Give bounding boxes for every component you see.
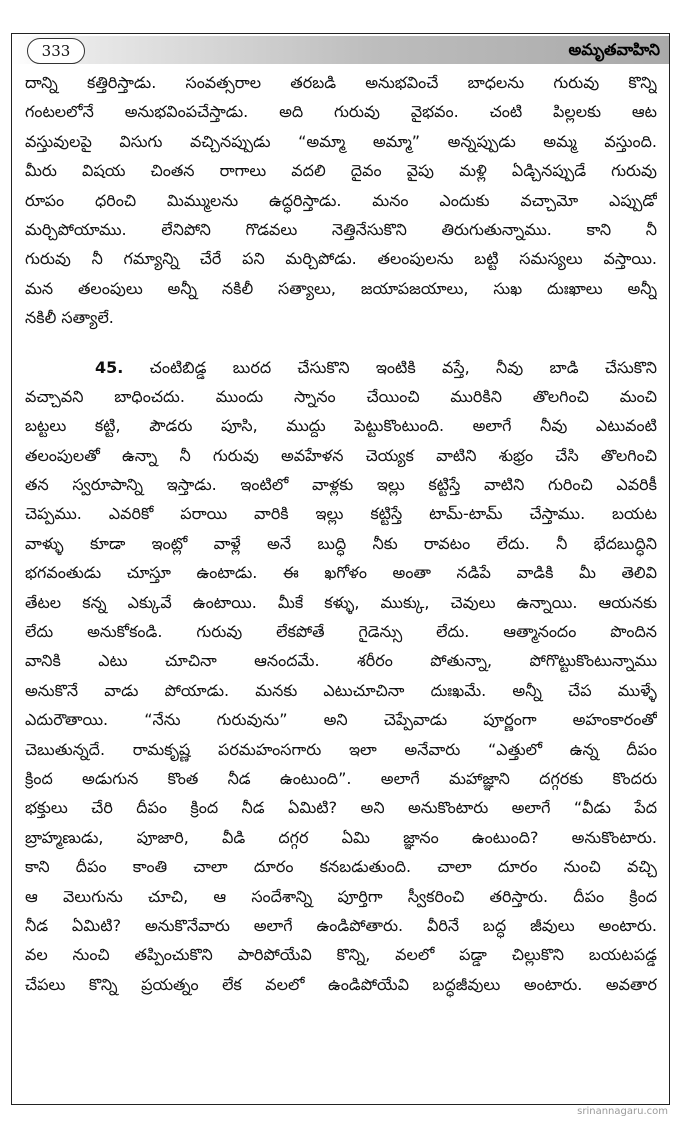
text-line: నీడ ఏమిటి? అనుకొనేవారు అలాగే ఉండిపోతారు. వీరినే బద్ధ జీవులు అంటారు. <box>25 915 657 935</box>
text-line: చెబుతున్నదే. రామకృష్ణ పరమహంసగారు ఇలా అనేవారు “ఎత్తులో ఉన్న దీపం <box>25 739 657 759</box>
paragraph-gap <box>25 333 657 353</box>
text-line: కాని దీపం కాంతి చాలా దూరం కనబడుతుంది. చాలా దూరం నుంచి వచ్చి <box>25 857 657 877</box>
text-line: రూపం ధరించి మిమ్ములను ఉద్ధరిస్తాడు. మనం ఎందుకు వచ్చామో ఎప్పుడో <box>25 190 657 210</box>
paragraph-2 <box>25 353 657 1000</box>
text-line: వానికి ఎటు చూచినా ఆనందమే. శరీరం పోతున్నా, పోగొట్టుకొంటున్నాము <box>25 651 657 671</box>
text-line: బట్టలు కట్టి, పౌడరు పూసి, ముద్దు పెట్టుకొంటుంది. అలాగే నీవు ఎటువంటి <box>25 416 657 436</box>
text-line: భక్తులు చేరి దీపం క్రింద నీడ ఏమిటి? అని అనుకొంటారు అలాగే “వీడు పేద <box>25 798 657 818</box>
text-line: గురువు నీ గమ్యాన్ని చేరే పని మర్చిపోడు. తలంపులను బట్టి సమస్యలు వస్తాయి. <box>25 249 657 269</box>
body-text <box>25 68 657 999</box>
text-line: క్రింద అడుగున కొంత నీడ ఉంటుంది”. అలాగే మహాజ్ఞాని దగ్గరకు కొందరు <box>25 768 657 788</box>
text-line: చెప్పము. ఎవరికో పరాయి వారికి ఇల్లు కట్టిస్తే టామ్-టామ్ చేస్తాము. బయట <box>25 504 657 524</box>
text-line: వచ్చావని బాధించదు. ముందు స్నానం చేయించి మురికిని తొలగించి మంచి <box>25 386 657 406</box>
text-line: వల నుంచి తప్పించుకొని పారిపోయేవి కొన్ని, వలలో పడ్డా చిల్లుకొని బయటపడ్డ <box>25 945 657 965</box>
text-line: వస్తువులపై విసుగు వచ్చినప్పుడు “అమ్మా అమ్మా” అన్నప్పుడు అమ్మ వస్తుంది. <box>25 131 657 151</box>
text-line: మీరు విషయ చింతన రాగాలు వదలి దైవం వైపు మళ్లి ఏడ్చినప్పుడే గురువు <box>25 161 657 181</box>
paragraph-first-line <box>25 353 657 382</box>
text-line: మర్చిపోయాము. లేనిపోని గొడవలు నెత్తినేసుకొని తిరుగుతున్నాము. కాని నీ <box>25 219 657 239</box>
text-line: అనుకొనే వాడు పోయాడు. మనకు ఎటుచూచినా దుఃఖమే. అన్నీ చేప ముళ్ళే <box>25 680 657 700</box>
text-line: చంటిబిడ్డ బురద చేసుకొని ఇంటికి వస్తే, నీవు బాడి చేసుకొని <box>149 357 657 377</box>
text-line: ఎదురౌతాయి. “నేను గురువును” అని చెప్పేవాడు పూర్ణంగా అహంకారంతో <box>25 710 657 730</box>
text-line: మన తలంపులు అన్నీ నకిలీ సత్యాలు, జయాపజయాలు, సుఖ దుఃఖాలు అన్నీ <box>25 278 657 298</box>
text-line: గంటలలోనే అనుభవింపచేస్తాడు. అది గురువు వైభవం. చంటి పిల్లలకు ఆట <box>25 102 657 122</box>
text-line: తలంపులతో ఉన్నా నీ గురువు అవహేళన చెయ్యక వాటిని శుభ్రం చేసి తొలగించి <box>25 445 657 465</box>
text-line: వాళ్ళు కూడా ఇంట్లో వాళ్లే అనే బుద్ధి నీకు రావటం లేదు. నీ భేదబుద్ధిని <box>25 533 657 553</box>
text-line: లేదు అనుకోకండి. గురువు లేకపోతే గైడెన్సు లేదు. ఆత్మానందం పొందిన <box>25 622 657 642</box>
site-watermark: srinannagaru.com <box>577 1106 668 1117</box>
page-number: 333 <box>27 38 85 64</box>
paragraph-number: 45. <box>95 357 124 377</box>
book-title: అమృతవాహిని <box>568 39 660 59</box>
text-line: నకిలీ సత్యాలే. <box>25 308 114 328</box>
text-line: తేటల కన్న ఎక్కువే ఉంటాయి. మీకే కళ్ళు, ముక్కు, చెవులు ఉన్నాయి. ఆయనకు <box>25 592 657 612</box>
paragraph-1 <box>25 68 657 333</box>
text-line: తన స్వరూపాన్ని ఇస్తాడు. ఇంటిలో వాళ్లకు ఇల్లు కట్టిస్తే వాటిని గురించి ఎవరికీ <box>25 475 657 495</box>
text-line: చేపలు కొన్ని ప్రయత్నం లేక వలలో ఉండిపోయేవి బద్ధజీవులు అంటారు. అవతార <box>25 974 657 994</box>
text-line: దాన్ని కత్తిరిస్తాడు. సంవత్సరాల తరబడి అనుభవించే బాధలను గురువు కొన్ని <box>25 73 657 92</box>
text-line: ఆ వెలుగును చూచి, ఆ సందేశాన్ని పూర్తిగా స్వీకరించి తరిస్తారు. దీపం క్రింద <box>25 886 657 906</box>
text-line: బ్రాహ్మణుడు, పూజారి, వీడి దగ్గర ఏమి జ్ఞానం ఉంటుంది? అనుకొంటారు. <box>25 827 657 847</box>
text-line: భగవంతుడు చూస్తూ ఉంటాడు. ఈ ఖగోళం అంతా నడిపే వాడికి మీ తెలివి <box>25 563 657 583</box>
